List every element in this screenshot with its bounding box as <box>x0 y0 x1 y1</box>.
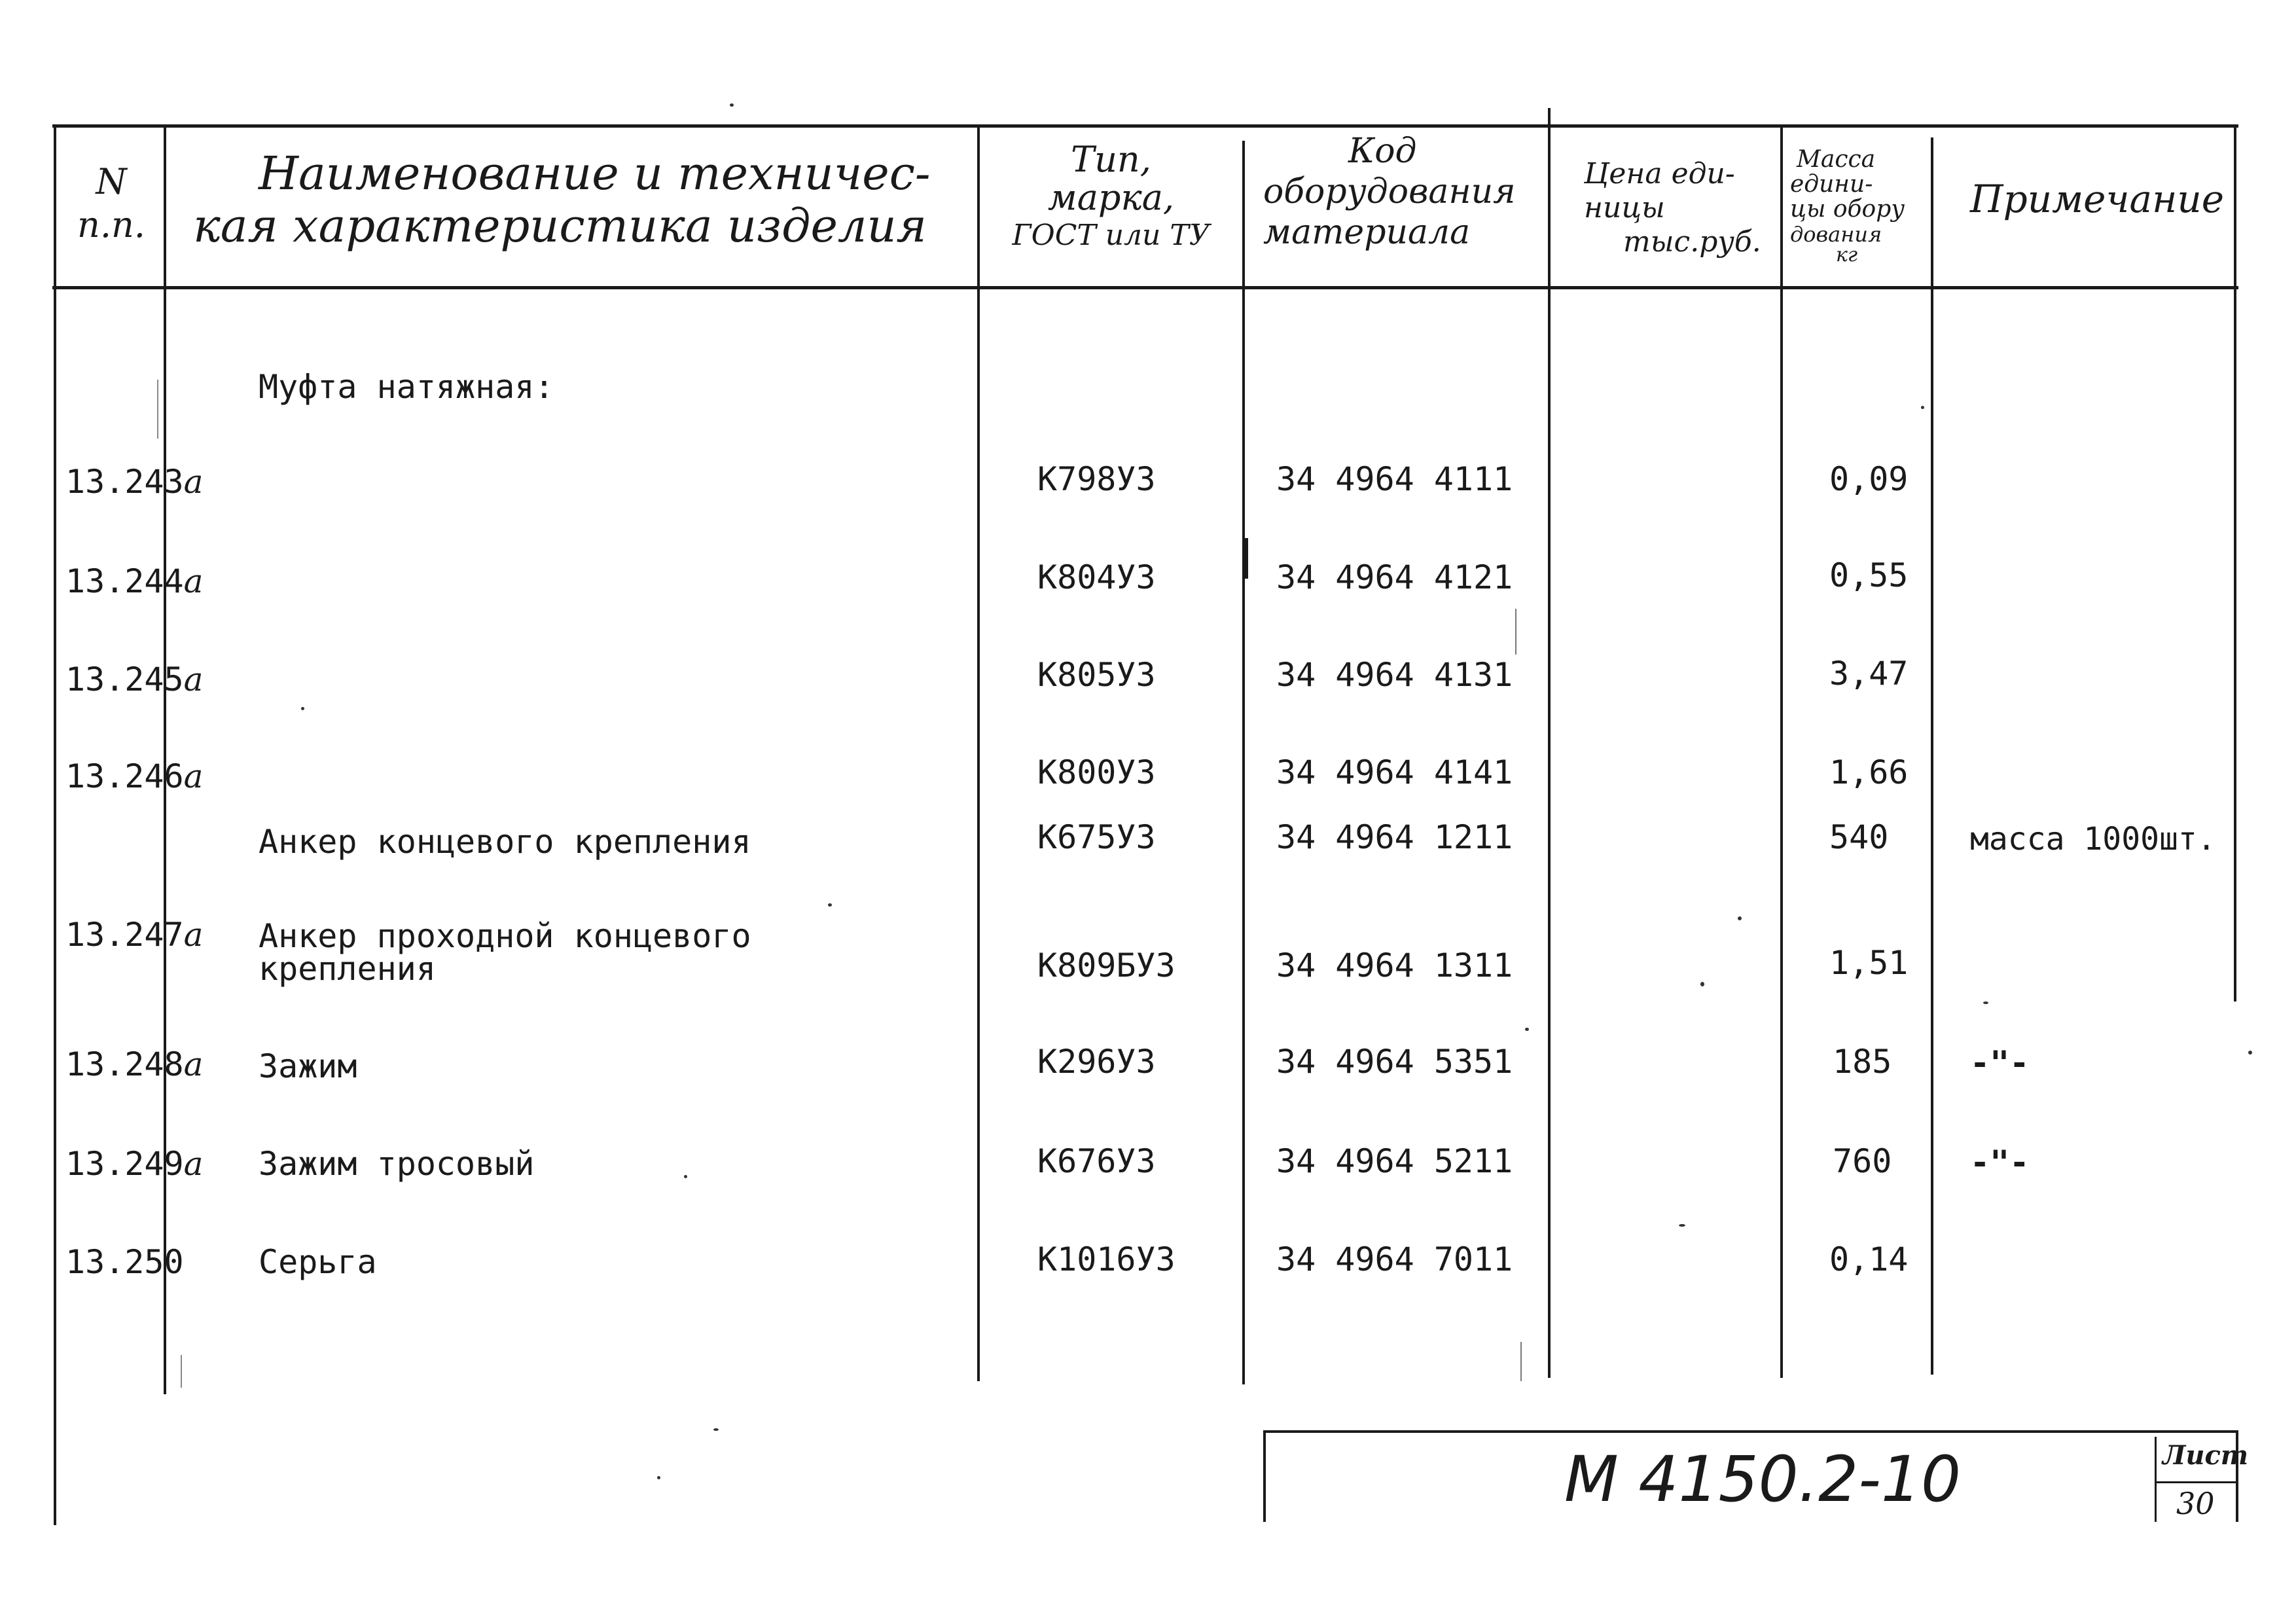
row-8-type: К676УЗ <box>1037 1142 1156 1180</box>
row-4-num <box>65 759 203 793</box>
divider-mass <box>1931 137 1933 1375</box>
row-9-name: Серьга <box>259 1243 377 1281</box>
row-1-code: 34 4964 4111 <box>1276 460 1513 498</box>
scan-speck <box>1525 1028 1529 1031</box>
scan-speck <box>1700 982 1704 986</box>
divider-price <box>1780 128 1783 1378</box>
row-8-code: 34 4964 5211 <box>1276 1142 1513 1180</box>
row-1-num-suffix: а <box>183 463 204 501</box>
divider-type <box>1242 141 1245 1384</box>
row-8-name: Зажим тросовый <box>259 1145 535 1183</box>
header-mass-line4: дования <box>1790 222 1882 247</box>
row-2-num-text: 13.244 <box>65 562 184 600</box>
row-3-mass: 3,47 <box>1829 655 1909 693</box>
row-9-num <box>65 1245 184 1279</box>
row-5-code: 34 4964 1211 <box>1276 818 1513 856</box>
header-bottom-border <box>52 286 2238 289</box>
divider-code <box>1548 108 1551 1378</box>
row-6-name-line2: крепления <box>259 950 436 988</box>
header-num-line2: п.п. <box>77 204 145 245</box>
scan-speck <box>1738 916 1742 920</box>
row-7-num <box>65 1047 203 1081</box>
scan-mark <box>1520 1342 1522 1381</box>
scan-mark <box>181 1355 182 1388</box>
row-2-type: К804УЗ <box>1037 558 1156 596</box>
header-code-line3: материала <box>1263 213 1471 252</box>
row-8-num-text: 13.249 <box>65 1145 184 1183</box>
row-6-num-text: 13.247 <box>65 916 184 954</box>
row-4-num-text: 13.246 <box>65 757 184 795</box>
row-9-num-text: 13.250 <box>65 1243 184 1281</box>
stamp-doc-number: М 4150.2-10 <box>1564 1443 1962 1516</box>
row-2-num <box>65 564 203 598</box>
row-0-name: Муфта натяжная: <box>259 368 554 406</box>
stamp-sheet-hline <box>2157 1481 2236 1483</box>
header-name-line1: Наименование и техничес- <box>259 147 931 200</box>
row-6-type: К809БУЗ <box>1037 947 1175 984</box>
header-num <box>59 160 164 247</box>
scan-speck <box>2248 1051 2252 1055</box>
row-9-type: К1016УЗ <box>1037 1240 1175 1278</box>
header-name <box>193 147 931 252</box>
row-7-note: -"- <box>1970 1044 2030 1082</box>
stamp-sheet-divider <box>2155 1437 2157 1522</box>
row-8-num-suffix: а <box>183 1145 204 1183</box>
header-type-line2: марка, <box>1047 177 1175 218</box>
row-3-num-suffix: а <box>183 660 204 698</box>
header-num-line1: N <box>96 161 127 202</box>
row-3-num-text: 13.245 <box>65 660 184 698</box>
header-mass-line3: цы обору <box>1790 196 1905 223</box>
row-1-num <box>65 465 203 499</box>
right-border <box>2234 124 2236 1001</box>
row-1-num-text: 13.243 <box>65 463 184 501</box>
left-border <box>54 124 56 1525</box>
scan-mark <box>1244 538 1248 579</box>
stamp-sheet-label: Лист <box>2162 1440 2249 1471</box>
table-top-border <box>52 124 2238 128</box>
header-note: Примечание <box>1970 177 2225 221</box>
scan-speck <box>301 707 304 710</box>
row-1-type: К798УЗ <box>1037 460 1156 498</box>
header-type-line1: Тип, <box>1071 139 1151 180</box>
row-7-type: К296УЗ <box>1037 1043 1156 1081</box>
row-5-type: К675УЗ <box>1037 818 1156 856</box>
row-2-num-suffix: а <box>183 562 204 600</box>
row-6-mass: 1,51 <box>1829 944 1909 982</box>
row-3-code: 34 4964 4131 <box>1276 656 1513 694</box>
divider-name <box>977 124 980 1381</box>
header-code-line1: Код <box>1348 132 1417 171</box>
row-6-code: 34 4964 1311 <box>1276 947 1513 984</box>
row-8-note: -"- <box>1970 1144 2030 1182</box>
row-4-code: 34 4964 4141 <box>1276 753 1513 791</box>
row-6-name-line1: Анкер проходной концевого <box>259 917 751 955</box>
row-6-name <box>259 917 751 988</box>
stamp-left-border <box>1263 1430 1266 1522</box>
scan-speck <box>828 903 832 907</box>
header-code-line2: оборудования <box>1263 172 1516 211</box>
scan-speck <box>684 1175 687 1178</box>
row-8-mass: 760 <box>1833 1142 1892 1180</box>
row-4-num-suffix: а <box>183 757 204 795</box>
scan-speck <box>657 1476 660 1479</box>
scan-mark <box>157 380 158 439</box>
stamp-top-border <box>1263 1430 2238 1433</box>
row-4-mass: 1,66 <box>1829 753 1909 791</box>
row-8-num <box>65 1147 203 1181</box>
header-type-line3: ГОСТ или ТУ <box>1012 219 1210 252</box>
scan-speck <box>713 1428 719 1431</box>
row-7-code: 34 4964 5351 <box>1276 1043 1513 1081</box>
row-3-num <box>65 662 203 696</box>
row-2-mass: 0,55 <box>1829 556 1909 594</box>
scan-speck <box>1921 406 1924 409</box>
header-mass <box>1790 147 1905 264</box>
row-5-mass: 540 <box>1829 818 1889 856</box>
header-name-line2: кая характеристика изделия <box>193 199 927 253</box>
row-5-name: Анкер концевого крепления <box>259 823 751 861</box>
header-mass-line1: Масса <box>1797 146 1876 173</box>
header-code <box>1263 131 1516 253</box>
row-9-mass: 0,14 <box>1829 1240 1909 1278</box>
header-price-line1: Цена еди- <box>1584 157 1735 190</box>
row-1-mass: 0,09 <box>1829 460 1909 498</box>
header-type <box>982 141 1240 255</box>
row-4-type: К800УЗ <box>1037 753 1156 791</box>
header-mass-line5: кг <box>1836 244 1858 266</box>
row-5-note: масса 1000шт. <box>1970 821 2216 857</box>
row-7-mass: 185 <box>1833 1043 1892 1081</box>
scan-speck <box>730 103 734 107</box>
header-price-line2: ницы <box>1584 191 1665 225</box>
stamp-sheet-number: 30 <box>2176 1486 2215 1521</box>
row-2-code: 34 4964 4121 <box>1276 558 1513 596</box>
row-9-code: 34 4964 7011 <box>1276 1240 1513 1278</box>
row-7-num-text: 13.248 <box>65 1045 184 1083</box>
scan-speck <box>1679 1224 1685 1227</box>
row-6-num <box>65 918 203 952</box>
scan-mark <box>1515 609 1516 655</box>
header-price <box>1584 157 1761 259</box>
row-6-num-suffix: а <box>183 916 204 954</box>
row-3-type: К805УЗ <box>1037 656 1156 694</box>
scan-speck <box>1983 1001 1988 1004</box>
row-7-name: Зажим <box>259 1047 357 1085</box>
row-7-num-suffix: а <box>183 1045 204 1083</box>
header-price-line3: тыс.руб. <box>1623 225 1761 259</box>
header-mass-line2: едини- <box>1790 171 1873 198</box>
